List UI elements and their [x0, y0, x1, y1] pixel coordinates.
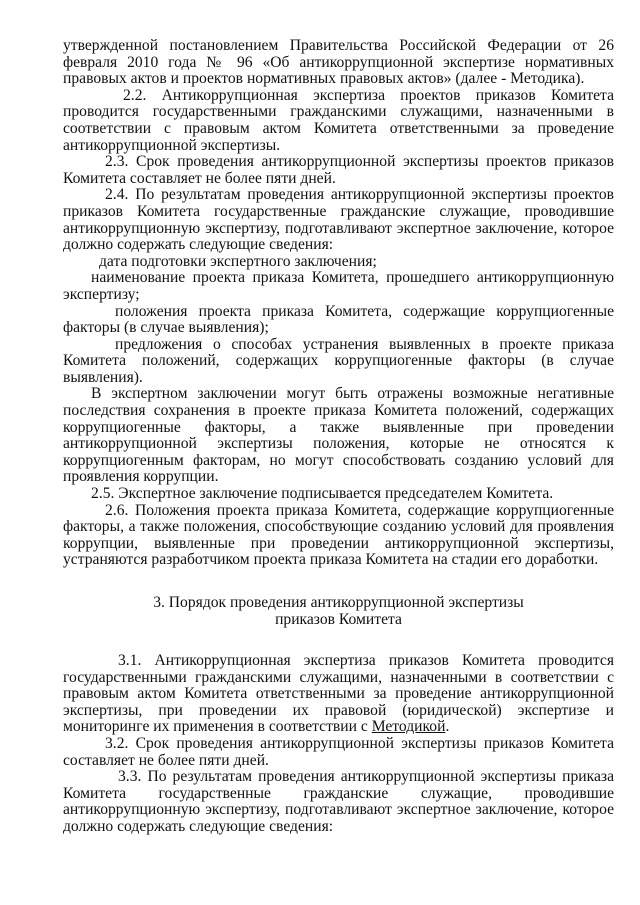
section-3-heading: [63, 594, 614, 628]
paragraph-3-3: 3.3. По результатам проведения антикоррупционной экспертизы приказа Комитета государственные гражданские служащие, проводившие антикоррупционную экспертизу, подготавливают экспертное заключение, которое должно содержать следующие сведения:: [63, 768, 614, 835]
paragraph-2-6: 2.6. Положения проекта приказа Комитета, содержащие коррупциогенные факторы, а также положения, способствующие созданию условий для проявления коррупции, выявленные при проведении антикоррупционной экспертизы, устраняются разработчиком проекта приказа Комитета на стадии его доработки.: [63, 501, 614, 569]
paragraph-2-2: 2.2. Антикоррупционная экспертиза проектов приказов Комитета проводится государственными гражданскими служащими, назначенными в соответствии с правовым актом Комитета ответственными за проведение антикоррупционной экспертизы.: [63, 86, 614, 154]
paragraph-3-1: [63, 653, 614, 736]
section-3-heading-line2: приказов Комитета: [275, 611, 402, 628]
list-item-proposals: предложения о способах устранения выявленных в проекте приказа Комитета положений, содержащих коррупциогенные факторы (в случае выявления).: [63, 335, 614, 386]
section-3-heading-line1: 3. Порядок проведения антикоррупционной экспертизы: [153, 594, 524, 611]
paragraph-2-5: 2.5. Экспертное заключение подписывается председателем Комитета.: [91, 485, 554, 503]
paragraph-3-2: 3.2. Срок проведения антикоррупционной экспертизы приказов Комитета составляет не более пяти дней.: [63, 734, 614, 769]
list-item-project-name: наименование проекта приказа Комитета, прошедшего антикоррупционную экспертизу;: [63, 269, 614, 303]
paragraph-negative-consequences: В экспертном заключении могут быть отражены возможные негативные последствия сохранения в проекте приказа Комитета положений, содержащих коррупциогенные факторы, а также выявленные при проведении антикоррупционной экспертизы положения, которые не относятся к коррупциогенным факторам, но могут способствовать созданию условий для проявления коррупции.: [63, 385, 614, 486]
list-item-provisions: положения проекта приказа Комитета, содержащие коррупциогенные факторы (в случае выявления);: [63, 302, 614, 337]
paragraph-2-3: 2.3. Срок проведения антикоррупционной экспертизы проектов приказов Комитета составляет не более пяти дней.: [63, 153, 614, 187]
list-item-date: дата подготовки экспертного заключения;: [99, 252, 377, 270]
paragraph-2-4: 2.4. По результатам проведения антикоррупционной экспертизы проектов приказов Комитета государственные гражданские служащие, проводившие антикоррупционную экспертизу, подготавливают экспертное заключение, которое должно содержать следующие сведения:: [63, 186, 614, 254]
paragraph-methodology-continuation: утвержденной постановлением Правительства Российской Федерации от 26 февраля 2010 года № 96 «Об антикоррупционной экспертизе нормативных правовых актов и проектов нормативных правовых актов» (далее - Методика).: [63, 37, 614, 88]
methodology-link[interactable]: Методикой: [371, 718, 446, 736]
paragraph-3-1-end: .: [445, 718, 450, 736]
paragraph-3-1-text: 3.1. Антикоррупционная экспертиза приказов Комитета проводится государственными гражданскими служащими, назначенными в соответствии с правовым актом Комитета ответственными за проведение антикоррупционной экспертизы, при проведении их правовой (юридической) экспертизе и мониторинге их применения в соответствии с: [63, 652, 614, 736]
